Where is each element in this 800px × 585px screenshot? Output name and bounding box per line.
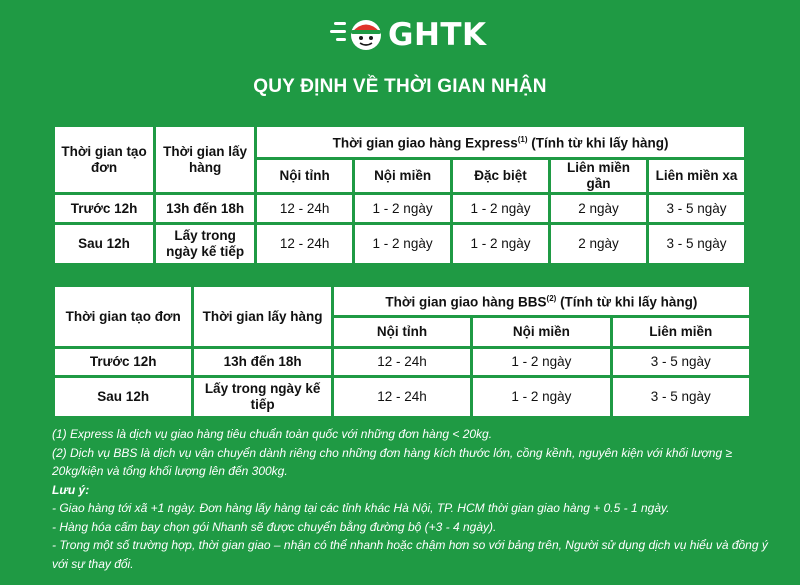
brand-name: GHTK [388, 17, 487, 53]
header-bbs-delivery: Thời gian giao hàng BBS$^{(2)}$ (Tính từ khi lấy hàng) [334, 287, 749, 315]
table-cell: 1 - 2 ngày [473, 378, 609, 416]
row-pickup: 13h đến 18h [194, 349, 330, 375]
subheader-intra-region: Nội miền [355, 160, 450, 192]
table-cell: 12 - 24h [334, 378, 470, 416]
note-bbs: (2) Dịch vụ BBS là dịch vụ vận chuyển dành riêng cho những đơn hàng kích thước lớn, cồng kềnh, nguyên kiện với khối lượng ≥ 20kg/kiện và tổng khối lượng lên đến 300kg. [52, 445, 733, 478]
table-row [55, 349, 749, 375]
speed-lines-icon [330, 22, 348, 48]
notes-heading: Lưu ý: [52, 482, 90, 497]
subheader-near-inter-region: Liên miền gần [551, 160, 646, 192]
brand-logo [0, 14, 800, 58]
subheader-intra-province: Nội tỉnh [334, 318, 470, 346]
table-row [55, 225, 744, 263]
table-cell: 1 - 2 ngày [355, 195, 450, 222]
notes-section [52, 425, 772, 573]
table-cell: 3 - 5 ngày [649, 195, 744, 222]
subheader-intra-province: Nội tỉnh [257, 160, 352, 192]
row-created: Sau 12h [55, 378, 191, 416]
table-cell: 12 - 24h [334, 349, 470, 375]
table-row [55, 378, 749, 416]
row-pickup: 13h đến 18h [156, 195, 254, 222]
ghtk-mascot-icon [348, 16, 384, 52]
row-created: Trước 12h [55, 195, 153, 222]
header-created-time: Thời gian tạo đơn [55, 287, 191, 346]
table-cell: 1 - 2 ngày [355, 225, 450, 263]
table-cell: 12 - 24h [257, 195, 352, 222]
note-item: - Hàng hóa cấm bay chọn gói Nhanh sẽ được chuyển bằng đường bộ (+3 - 4 ngày). [52, 519, 497, 534]
table-cell: 3 - 5 ngày [613, 378, 749, 416]
row-pickup: Lấy trong ngày kế tiếp [156, 225, 254, 263]
table-row [55, 195, 744, 222]
table-cell: 1 - 2 ngày [473, 349, 609, 375]
header-pickup-time: Thời gian lấy hàng [194, 287, 330, 346]
header-express-delivery: Thời gian giao hàng Express$^{(1)}$ (Tính từ khi lấy hàng) [257, 127, 744, 157]
header-created-time: Thời gian tạo đơn [55, 127, 153, 192]
subheader-inter-region: Liên miền [613, 318, 749, 346]
note-item: - Trong một số trường hợp, thời gian giao – nhận có thể nhanh hoặc chậm hơn so với bảng trên, Người sử dụng dịch vụ hiểu và đồng ý với sự thay đổi. [52, 538, 768, 571]
note-express: (1) Express là dịch vụ giao hàng tiêu chuẩn toàn quốc với những đơn hàng < 20kg. [52, 427, 493, 441]
table-cell: 1 - 2 ngày [453, 195, 548, 222]
subheader-special: Đặc biệt [453, 160, 548, 192]
table-cell: 2 ngày [551, 195, 646, 222]
header-pickup-time: Thời gian lấy hàng [156, 127, 254, 192]
table-cell: 1 - 2 ngày [453, 225, 548, 263]
table-cell: 3 - 5 ngày [613, 349, 749, 375]
row-created: Sau 12h [55, 225, 153, 263]
page-title: QUY ĐỊNH VỀ THỜI GIAN NHẬN [253, 76, 547, 97]
subheader-intra-region: Nội miền [473, 318, 609, 346]
table-cell: 3 - 5 ngày [649, 225, 744, 263]
subheader-far-inter-region: Liên miền xa [649, 160, 744, 192]
row-pickup: Lấy trong ngày kế tiếp [194, 378, 330, 416]
table-cell: 2 ngày [551, 225, 646, 263]
bbs-delivery-table [52, 284, 752, 419]
express-delivery-table [52, 124, 747, 266]
row-created: Trước 12h [55, 349, 191, 375]
table-cell: 12 - 24h [257, 225, 352, 263]
note-item: - Giao hàng tới xã +1 ngày. Đơn hàng lấy hàng tại các tỉnh khác Hà Nội, TP. HCM thời gian giao hàng + 0.5 - 1 ngày. [52, 501, 670, 515]
